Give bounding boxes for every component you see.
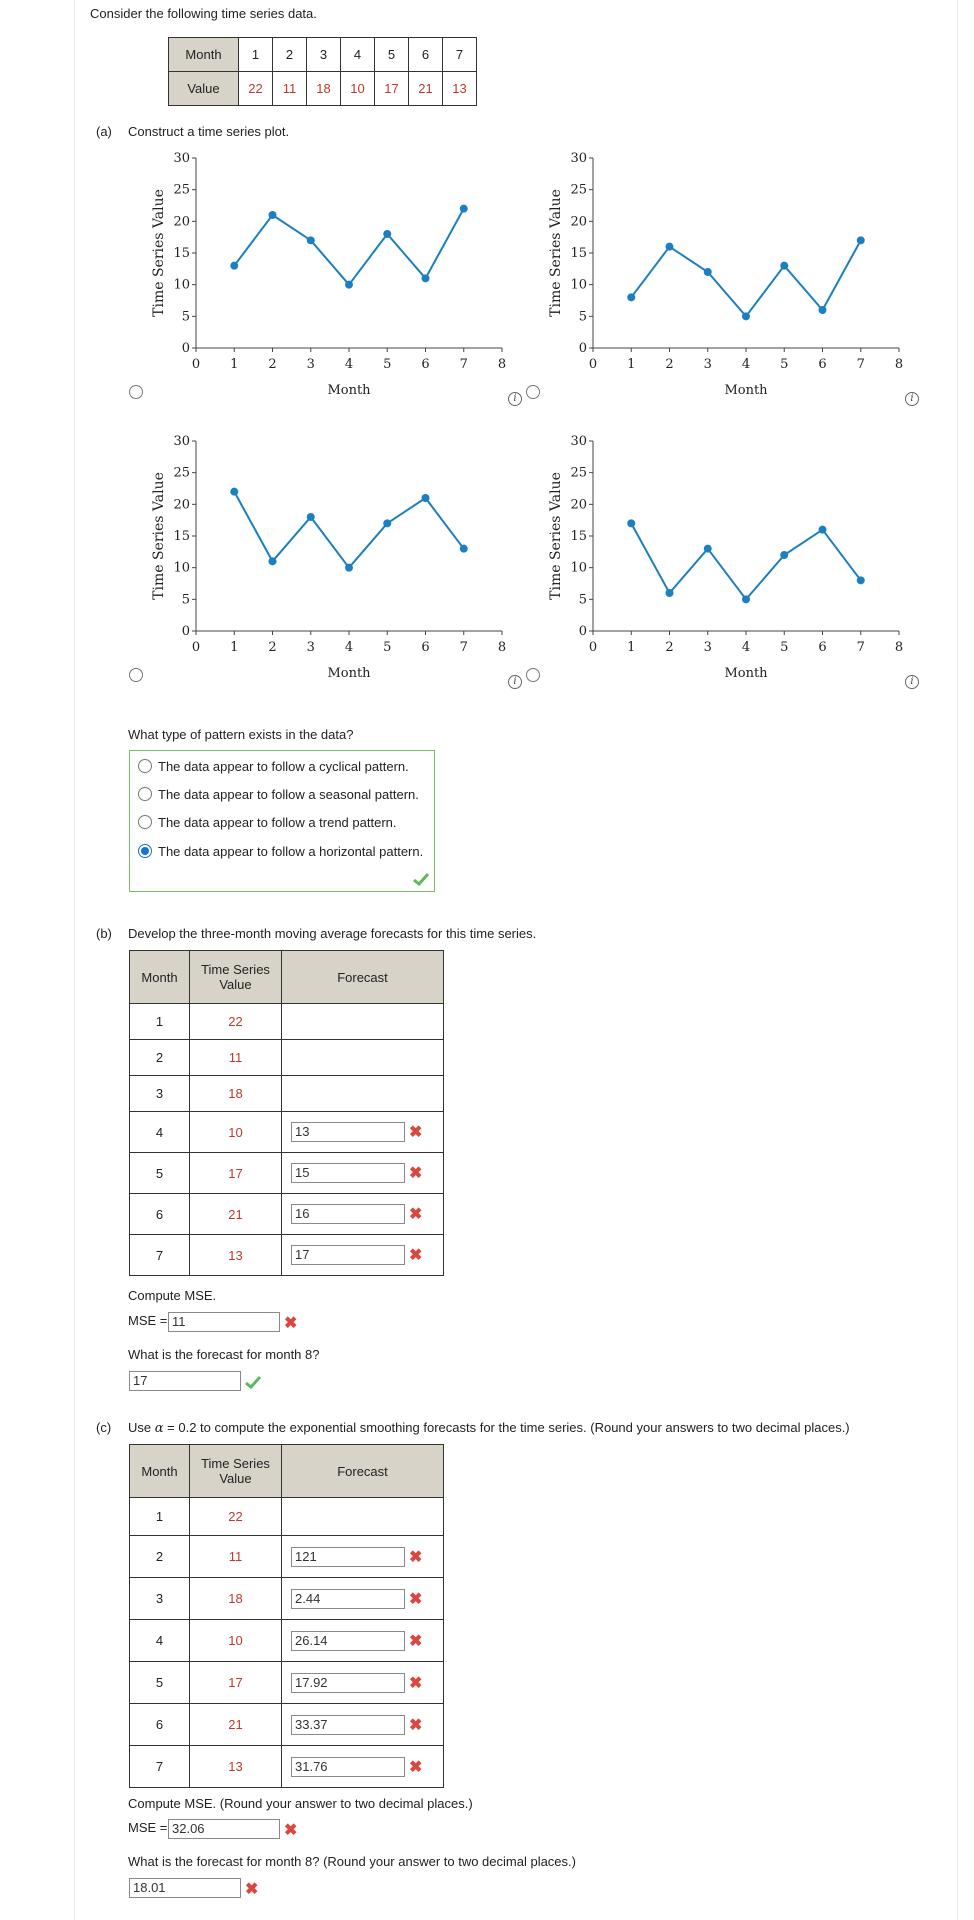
forecast-input[interactable]: 16 — [291, 1204, 405, 1224]
data-point — [269, 211, 277, 219]
table-row — [130, 1498, 444, 1536]
x-tick-label: 8 — [894, 357, 904, 372]
table-row — [130, 1620, 444, 1662]
wrong-icon: ✖ — [284, 1822, 298, 1839]
part-b-letter: (b) — [96, 926, 112, 941]
forecast-cell — [282, 1235, 444, 1276]
x-tick-label: 2 — [665, 357, 674, 372]
x-tick-label: 0 — [588, 357, 598, 372]
y-tick-label: 10 — [570, 560, 587, 576]
table-row — [130, 1194, 444, 1235]
x-axis-label: Month — [327, 666, 371, 681]
chart-option-2-radio[interactable] — [526, 385, 540, 399]
data-point — [345, 281, 353, 289]
alpha-symbol: α — [154, 1421, 164, 1436]
value-cell: 10 — [190, 1620, 282, 1662]
info-icon[interactable]: i — [508, 675, 522, 689]
wrong-icon: ✖ — [409, 1674, 423, 1692]
x-tick-label: 8 — [497, 357, 507, 372]
data-point — [460, 205, 468, 213]
data-point — [383, 230, 391, 238]
wrong-icon: ✖ — [284, 1315, 298, 1332]
series-line — [631, 523, 861, 599]
part-b-prompt: Develop the three-month moving average forecasts for this time series. — [128, 926, 537, 941]
data-point — [666, 589, 674, 597]
month-cell: 1 — [130, 1498, 190, 1536]
forecast-input[interactable]: 26.14 — [291, 1631, 405, 1651]
data-table-value-cell: 11 — [273, 72, 307, 106]
data-point — [627, 519, 635, 527]
value-cell: 17 — [190, 1153, 282, 1194]
forecast8-prompt-b: What is the forecast for month 8? — [128, 1347, 320, 1362]
forecast-input[interactable]: 15 — [291, 1163, 405, 1183]
x-tick-label: 7 — [459, 640, 468, 655]
wrong-icon: ✖ — [409, 1632, 423, 1650]
data-point — [704, 545, 712, 553]
data-table-value-row — [169, 72, 477, 106]
value-cell: 21 — [190, 1704, 282, 1746]
x-tick-label: 6 — [818, 640, 827, 655]
part-c-prompt — [128, 1420, 850, 1436]
y-tick-label: 20 — [570, 497, 587, 513]
data-table-value-cell: 18 — [307, 72, 341, 106]
x-axis-label: Month — [724, 383, 768, 398]
y-axis-label: Time Series Value — [548, 189, 564, 317]
wrong-icon: ✖ — [409, 1548, 423, 1566]
x-tick-label: 8 — [894, 640, 904, 655]
value-cell: 22 — [190, 1004, 282, 1040]
forecast-input[interactable]: 17 — [291, 1245, 405, 1265]
pattern-option-radio-selected[interactable] — [138, 844, 152, 858]
check-icon — [244, 1375, 262, 1389]
y-tick-label: 25 — [570, 465, 587, 481]
column-header-value: Time Series Value — [190, 951, 282, 1004]
data-table-month-row — [169, 38, 477, 72]
time-series-chart-option-4 — [537, 433, 917, 683]
x-tick-label: 1 — [230, 357, 239, 372]
pattern-question: What type of pattern exists in the data? — [128, 727, 354, 742]
forecast-input[interactable]: 17.92 — [291, 1673, 405, 1693]
x-tick-label: 5 — [383, 357, 392, 372]
data-table-month-cell: 7 — [443, 38, 477, 72]
x-tick-label: 1 — [230, 640, 239, 655]
x-tick-label: 7 — [459, 357, 468, 372]
part-c-prompt-post: = 0.2 to compute the exponential smoothing forecasts for the time series. (Round your answers to two decimal places.) — [167, 1420, 850, 1435]
y-tick-label: 15 — [173, 246, 190, 261]
x-tick-label: 4 — [344, 357, 354, 372]
forecast-cell-empty — [282, 1076, 444, 1112]
y-tick-label: 10 — [173, 560, 190, 576]
data-table-value-cell: 21 — [409, 72, 443, 106]
x-tick-label: 1 — [627, 357, 636, 372]
month-cell: 4 — [130, 1620, 190, 1662]
table-row — [130, 1662, 444, 1704]
x-tick-label: 5 — [383, 640, 392, 655]
forecast-cell-empty — [282, 1040, 444, 1076]
x-tick-label: 6 — [421, 357, 430, 372]
data-table-value-cell: 10 — [341, 72, 375, 106]
mse-input-c[interactable]: 32.06 — [168, 1819, 280, 1839]
table-row — [130, 1004, 444, 1040]
month-cell: 3 — [130, 1578, 190, 1620]
y-tick-label: 0 — [578, 624, 587, 639]
mse-label-b: MSE = — [128, 1313, 168, 1328]
info-icon[interactable]: i — [508, 392, 522, 406]
x-tick-label: 5 — [780, 640, 789, 655]
part-c-prompt-pre: Use — [128, 1420, 152, 1435]
pattern-answer-box — [129, 750, 435, 892]
data-point — [230, 488, 238, 496]
table-row — [130, 1235, 444, 1276]
data-table-month-cell: 2 — [273, 38, 307, 72]
y-tick-label: 20 — [570, 214, 587, 230]
data-point — [307, 513, 315, 521]
data-table — [168, 37, 477, 106]
forecast8-prompt-c: What is the forecast for month 8? (Round your answer to two decimal places.) — [128, 1854, 576, 1869]
data-table-month-cell: 5 — [375, 38, 409, 72]
forecast-input[interactable]: 2.44 — [291, 1589, 405, 1609]
x-tick-label: 2 — [268, 357, 277, 372]
month-cell: 2 — [130, 1536, 190, 1578]
y-tick-label: 5 — [578, 592, 587, 608]
mse-input-b[interactable]: 11 — [168, 1312, 280, 1332]
time-series-chart-option-1 — [140, 150, 520, 400]
data-point — [422, 494, 430, 502]
value-cell: 21 — [190, 1194, 282, 1235]
value-cell: 11 — [190, 1040, 282, 1076]
y-axis-label: Time Series Value — [548, 472, 564, 600]
x-tick-label: 4 — [741, 640, 751, 655]
forecast8-input-b[interactable]: 17 — [129, 1371, 241, 1391]
data-point — [780, 262, 788, 270]
data-table-month-header: Month — [169, 38, 239, 72]
x-tick-label: 2 — [268, 640, 277, 655]
y-tick-label: 0 — [181, 341, 190, 356]
wrong-icon: ✖ — [409, 1206, 423, 1223]
chart-option-3-radio[interactable] — [129, 668, 143, 682]
y-tick-label: 30 — [570, 434, 587, 449]
series-line — [631, 240, 861, 316]
month-cell: 1 — [130, 1004, 190, 1040]
data-point — [742, 595, 750, 603]
table-row — [130, 1040, 444, 1076]
value-cell: 17 — [190, 1662, 282, 1704]
value-cell: 11 — [190, 1536, 282, 1578]
wrong-icon: ✖ — [245, 1881, 259, 1898]
data-table-value-cell: 22 — [239, 72, 273, 106]
data-point — [422, 274, 430, 282]
series-line — [234, 492, 464, 568]
y-tick-label: 0 — [578, 341, 587, 356]
y-tick-label: 5 — [181, 592, 190, 608]
x-tick-label: 6 — [421, 640, 430, 655]
month-cell: 4 — [130, 1112, 190, 1153]
mse-label-c: MSE = — [128, 1820, 168, 1835]
month-cell: 6 — [130, 1704, 190, 1746]
value-cell: 10 — [190, 1112, 282, 1153]
y-tick-label: 25 — [173, 465, 190, 481]
forecast-cell — [282, 1153, 444, 1194]
x-axis-label: Month — [327, 383, 371, 398]
month-cell: 2 — [130, 1040, 190, 1076]
y-tick-label: 25 — [570, 182, 587, 198]
data-point — [819, 306, 827, 314]
pattern-option-radio[interactable] — [138, 759, 152, 773]
series-line — [234, 209, 464, 285]
x-axis-label: Month — [724, 666, 768, 681]
column-header-month: Month — [130, 951, 190, 1004]
column-header-forecast: Forecast — [282, 1445, 444, 1498]
x-tick-label: 0 — [191, 357, 201, 372]
table-row — [130, 1076, 444, 1112]
pattern-option-radio[interactable] — [138, 815, 152, 829]
chart-option-1-radio[interactable] — [129, 385, 143, 399]
y-tick-label: 10 — [173, 277, 190, 293]
pattern-option-radio[interactable] — [138, 787, 152, 801]
x-tick-label: 3 — [306, 640, 315, 655]
pattern-option-label: The data appear to follow a seasonal pattern. — [158, 787, 419, 802]
y-tick-label: 15 — [173, 529, 190, 544]
y-tick-label: 25 — [173, 182, 190, 198]
forecast-input[interactable]: 33.37 — [291, 1715, 405, 1735]
month-cell: 7 — [130, 1235, 190, 1276]
part-a-letter: (a) — [96, 124, 112, 139]
value-cell: 22 — [190, 1498, 282, 1536]
data-table-month-cell: 3 — [307, 38, 341, 72]
x-tick-label: 3 — [306, 357, 315, 372]
y-tick-label: 5 — [578, 309, 587, 325]
table-row — [130, 1704, 444, 1746]
x-tick-label: 0 — [588, 640, 598, 655]
y-tick-label: 30 — [173, 151, 190, 166]
moving-average-table — [129, 950, 444, 1276]
table-row — [130, 1578, 444, 1620]
x-tick-label: 3 — [703, 640, 712, 655]
x-tick-label: 1 — [627, 640, 636, 655]
value-cell: 18 — [190, 1076, 282, 1112]
part-a-prompt: Construct a time series plot. — [128, 124, 290, 139]
month-cell: 6 — [130, 1194, 190, 1235]
column-header-month: Month — [130, 1445, 190, 1498]
value-cell: 13 — [190, 1235, 282, 1276]
y-tick-label: 30 — [570, 151, 587, 166]
forecast-input[interactable]: 31.76 — [291, 1757, 405, 1777]
x-tick-label: 4 — [741, 357, 751, 372]
time-series-chart-option-2 — [537, 150, 917, 400]
forecast-cell-empty — [282, 1004, 444, 1040]
forecast-cell — [282, 1194, 444, 1235]
forecast-cell — [282, 1662, 444, 1704]
wrong-icon: ✖ — [409, 1758, 423, 1776]
value-cell: 18 — [190, 1578, 282, 1620]
wrong-icon: ✖ — [409, 1247, 423, 1264]
column-header-forecast: Forecast — [282, 951, 444, 1004]
wrong-icon: ✖ — [409, 1716, 423, 1734]
forecast-cell — [282, 1112, 444, 1153]
part-c-letter: (c) — [96, 1420, 112, 1435]
pattern-option-label: The data appear to follow a cyclical pattern. — [158, 759, 409, 774]
data-point — [742, 312, 750, 320]
wrong-icon: ✖ — [409, 1124, 423, 1141]
y-tick-label: 30 — [173, 434, 190, 449]
forecast-cell — [282, 1578, 444, 1620]
data-table-value-header: Value — [169, 72, 239, 106]
x-tick-label: 2 — [665, 640, 674, 655]
data-point — [269, 557, 277, 565]
data-point — [857, 236, 865, 244]
y-tick-label: 15 — [570, 529, 587, 544]
wrong-icon: ✖ — [409, 1165, 423, 1182]
y-axis-label: Time Series Value — [151, 189, 167, 317]
wrong-icon: ✖ — [409, 1590, 423, 1608]
y-tick-label: 15 — [570, 246, 587, 261]
data-table-value-cell: 17 — [375, 72, 409, 106]
table-row — [130, 1112, 444, 1153]
chart-option-4-radio[interactable] — [526, 668, 540, 682]
x-tick-label: 4 — [344, 640, 354, 655]
x-tick-label: 7 — [856, 357, 865, 372]
forecast-input[interactable]: 13 — [291, 1122, 405, 1142]
data-point — [857, 576, 865, 584]
check-icon — [412, 872, 430, 886]
data-point — [627, 293, 635, 301]
pattern-option-label: The data appear to follow a horizontal pattern. — [158, 844, 424, 859]
data-point — [666, 243, 674, 251]
month-cell: 3 — [130, 1076, 190, 1112]
forecast-cell — [282, 1536, 444, 1578]
exponential-smoothing-table — [129, 1444, 444, 1788]
y-tick-label: 20 — [173, 497, 190, 513]
info-icon[interactable]: i — [905, 675, 919, 689]
time-series-chart-option-3 — [140, 433, 520, 683]
x-tick-label: 0 — [191, 640, 201, 655]
y-tick-label: 20 — [173, 214, 190, 230]
data-table-month-cell: 6 — [409, 38, 443, 72]
column-header-value: Time Series Value — [190, 1445, 282, 1498]
data-point — [460, 545, 468, 553]
y-tick-label: 10 — [570, 277, 587, 293]
mse-prompt-b: Compute MSE. — [128, 1288, 217, 1303]
intro-text: Consider the following time series data. — [90, 6, 317, 21]
data-point — [345, 564, 353, 572]
data-point — [383, 519, 391, 527]
y-tick-label: 5 — [181, 309, 190, 325]
y-tick-label: 0 — [181, 624, 190, 639]
forecast-cell — [282, 1746, 444, 1788]
month-cell: 5 — [130, 1662, 190, 1704]
x-tick-label: 3 — [703, 357, 712, 372]
data-table-month-cell: 4 — [341, 38, 375, 72]
data-point — [780, 551, 788, 559]
forecast8-input-c[interactable]: 18.01 — [129, 1878, 241, 1898]
x-tick-label: 7 — [856, 640, 865, 655]
info-icon[interactable]: i — [905, 392, 919, 406]
table-row — [130, 1536, 444, 1578]
data-point — [230, 262, 238, 270]
table-row — [130, 1746, 444, 1788]
month-cell: 5 — [130, 1153, 190, 1194]
x-tick-label: 5 — [780, 357, 789, 372]
data-point — [307, 236, 315, 244]
data-table-value-cell: 13 — [443, 72, 477, 106]
value-cell: 13 — [190, 1746, 282, 1788]
forecast-cell-empty — [282, 1498, 444, 1536]
x-tick-label: 6 — [818, 357, 827, 372]
month-cell: 7 — [130, 1746, 190, 1788]
table-row — [130, 1153, 444, 1194]
data-point — [704, 268, 712, 276]
data-point — [819, 526, 827, 534]
mse-prompt-c: Compute MSE. (Round your answer to two decimal places.) — [128, 1796, 473, 1811]
forecast-input[interactable]: 121 — [291, 1547, 405, 1567]
x-tick-label: 8 — [497, 640, 507, 655]
forecast-cell — [282, 1704, 444, 1746]
pattern-option-label: The data appear to follow a trend pattern. — [158, 815, 397, 830]
y-axis-label: Time Series Value — [151, 472, 167, 600]
data-table-month-cell: 1 — [239, 38, 273, 72]
forecast-cell — [282, 1620, 444, 1662]
